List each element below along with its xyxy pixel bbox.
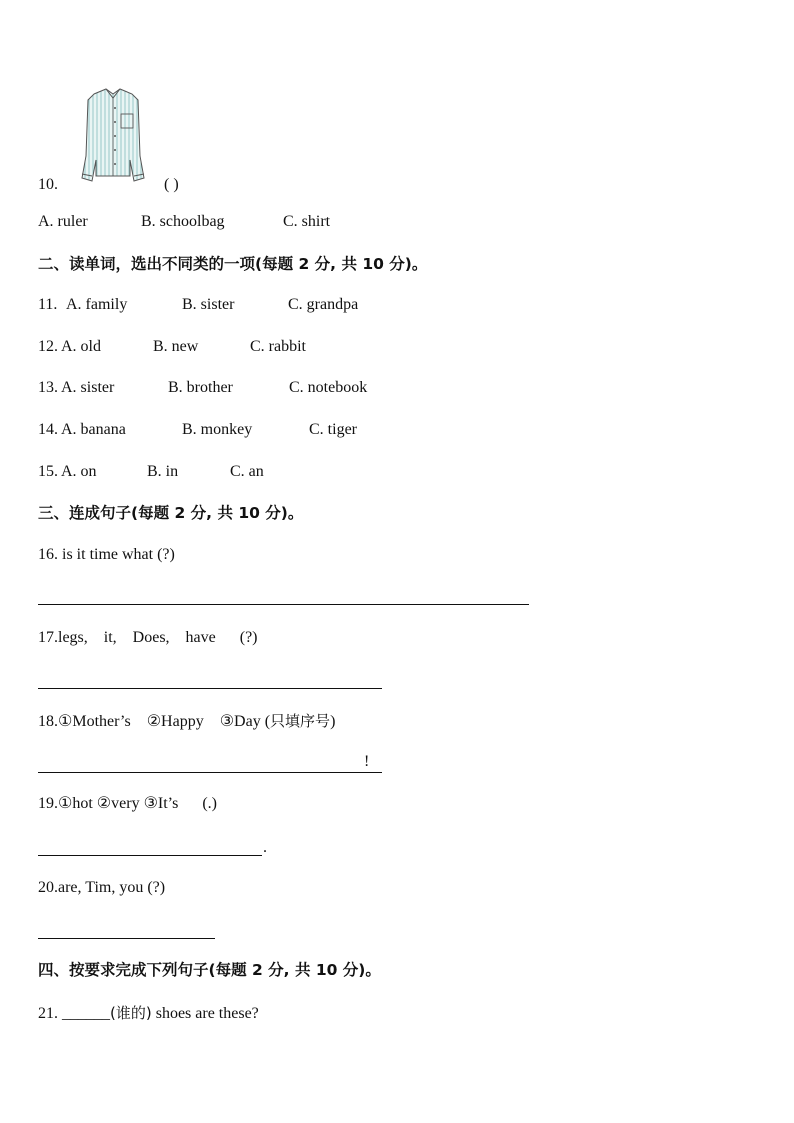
- q13-number: 13.: [38, 379, 58, 396]
- q19-answer-line[interactable]: [38, 855, 262, 856]
- q17-answer-line[interactable]: [38, 688, 382, 689]
- q19-prompt: 19.①hot ②very ③It’s (.): [38, 795, 218, 812]
- shirt-image: [72, 86, 154, 186]
- q18-note: 只填序号: [270, 712, 331, 730]
- q21-prompt: [38, 1003, 259, 1024]
- q21-hint: (谁的): [110, 1004, 152, 1022]
- q21-number: 21.: [38, 1005, 62, 1022]
- q18-end-mark: !: [364, 753, 370, 770]
- q14-option-c: C. tiger: [309, 421, 357, 438]
- q11-option-b: B. sister: [182, 296, 235, 313]
- q14-option-b: B. monkey: [182, 421, 253, 438]
- q12-option-c: C. rabbit: [250, 338, 306, 355]
- q18-words: 18.①Mother’s ②Happy ③Day (: [38, 713, 271, 730]
- q16-prompt: 16. is it time what (?): [38, 546, 175, 563]
- section-4-title: 四、按要求完成下列句子(每题 2 分, 共 10 分)。: [38, 961, 381, 979]
- q11-number: 11.: [38, 296, 58, 313]
- q20-prompt: 20.are, Tim, you (?): [38, 879, 166, 896]
- q11-option-a: A. family: [66, 296, 128, 313]
- q10-answer-blank: ( ): [164, 176, 179, 193]
- q15-option-b: B. in: [147, 463, 179, 480]
- q21-blank[interactable]: ______: [62, 1005, 110, 1022]
- q10-option-a: A. ruler: [38, 213, 88, 230]
- section-2-title: 二、读单词，选出不同类的一项(每题 2 分, 共 10 分)。: [38, 255, 428, 273]
- q13-option-a: A. sister: [61, 379, 115, 396]
- q13-option-b: B. brother: [168, 379, 233, 396]
- q10-option-b: B. schoolbag: [141, 213, 225, 230]
- q19-end-mark: .: [263, 839, 267, 856]
- q13-option-c: C. notebook: [289, 379, 368, 396]
- q12-option-b: B. new: [153, 338, 199, 355]
- q18-close-paren: ): [330, 713, 336, 730]
- q12-option-a: A. old: [61, 338, 101, 355]
- q12-number: 12.: [38, 338, 58, 355]
- q15-number: 15.: [38, 463, 58, 480]
- q15-option-a: A. on: [61, 463, 97, 480]
- section-3-title: 三、连成句子(每题 2 分, 共 10 分)。: [38, 504, 304, 522]
- q10-option-c: C. shirt: [283, 213, 331, 230]
- q10-number: 10.: [38, 176, 58, 193]
- q18-prompt: [38, 711, 335, 732]
- q17-prompt: 17.legs, it, Does, have (?): [38, 629, 258, 646]
- q16-answer-line[interactable]: [38, 604, 529, 605]
- q18-answer-line[interactable]: [38, 772, 382, 773]
- q11-option-c: C. grandpa: [288, 296, 359, 313]
- q20-answer-line[interactable]: [38, 938, 215, 939]
- q15-option-c: C. an: [230, 463, 264, 480]
- q14-number: 14.: [38, 421, 58, 438]
- q21-rest: shoes are these?: [151, 1005, 259, 1022]
- q14-option-a: A. banana: [61, 421, 126, 438]
